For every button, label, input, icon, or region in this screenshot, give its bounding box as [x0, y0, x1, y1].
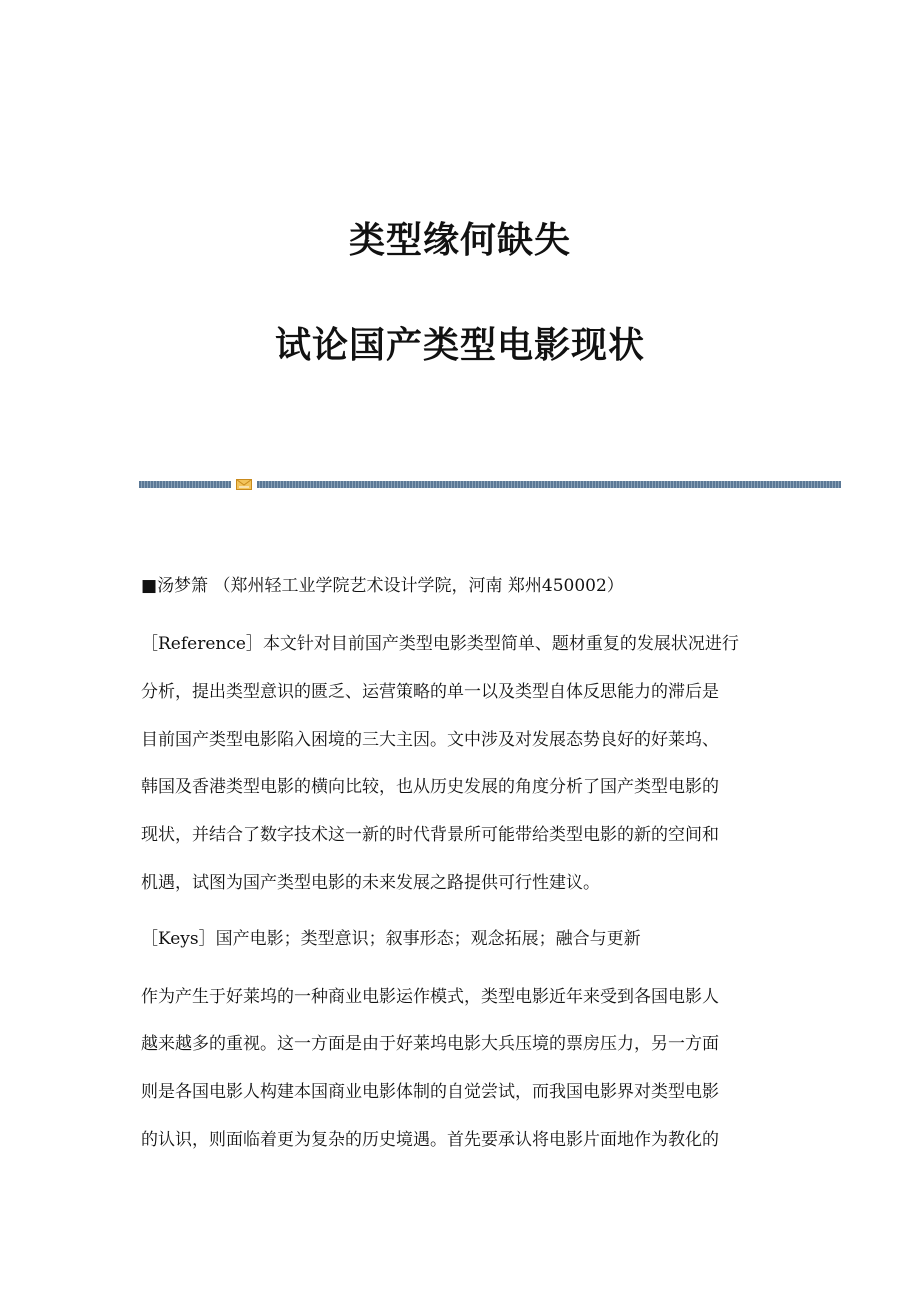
author-affiliation: （郑州轻工业学院艺术设计学院，河南 郑州450002） [213, 576, 624, 596]
abstract-line [141, 632, 781, 656]
abstract-label: ［Reference］ [141, 634, 263, 654]
decorative-divider [139, 478, 841, 492]
keywords-label: ［Keys］ [141, 929, 216, 949]
abstract-text: 本文针对目前国产类型电影类型简单、题材重复的发展状况进行 [262, 634, 739, 654]
abstract-line: 机遇，试图为国产类型电影的未来发展之路提供可行性建议。 [141, 873, 600, 893]
keywords-text: 国产电影；类型意识；叙事形态；观念拓展；融合与更新 [215, 929, 641, 949]
body-line: 作为产生于好莱坞的一种商业电影运作模式，类型电影近年来受到各国电影人 [141, 987, 719, 1007]
title-line-2: 试论国产类型电影现状 [274, 324, 645, 366]
title-line-1: 类型缘何缺失 [348, 219, 571, 261]
divider-bar-right [257, 481, 841, 488]
envelope-icon [236, 478, 252, 491]
author-marker: ■ [141, 576, 158, 596]
keywords-line [141, 927, 781, 951]
body-line: 的认识，则面临着更为复杂的历史境遇。首先要承认将电影片面地作为教化的 [141, 1130, 719, 1150]
divider-bar-left [139, 481, 231, 488]
author-line [141, 574, 781, 598]
body-line: 则是各国电影人构建本国商业电影体制的自觉尝试，而我国电影界对类型电影 [141, 1082, 719, 1102]
body-line: 越来越多的重视。这一方面是由于好莱坞电影大兵压境的票房压力，另一方面 [141, 1034, 719, 1054]
author-name: 汤梦箫 [157, 576, 209, 596]
abstract-line: 现状，并结合了数字技术这一新的时代背景所可能带给类型电影的新的空间和 [141, 825, 719, 845]
abstract-line: 目前国产类型电影陷入困境的三大主因。文中涉及对发展态势良好的好莱坞、 [141, 730, 719, 750]
abstract-line: 分析，提出类型意识的匮乏、运营策略的单一以及类型自体反思能力的滞后是 [141, 682, 719, 702]
abstract-line: 韩国及香港类型电影的横向比较，也从历史发展的角度分析了国产类型电影的 [141, 777, 719, 797]
